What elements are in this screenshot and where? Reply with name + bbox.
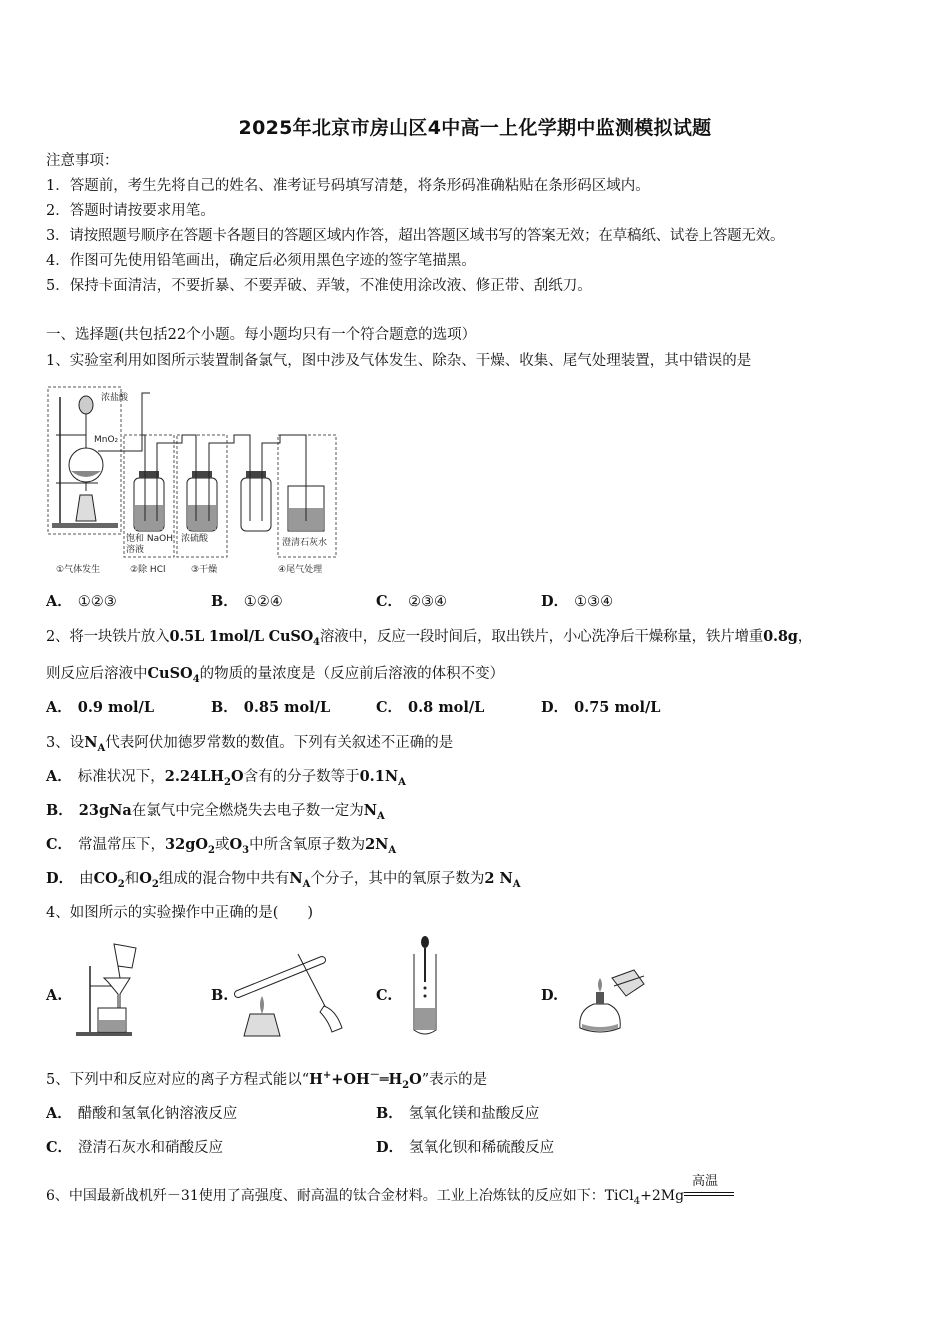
q4-option-c[interactable]: C. — [376, 987, 393, 1004]
q5-option-a[interactable]: A． 醋酸和氢氧化钠溶液反应 — [46, 1105, 238, 1122]
label-conc-h2so4: 浓硫酸 — [181, 534, 209, 544]
caption-remove-hcl: ②除 HCl — [130, 565, 166, 575]
label-limewater: 澄清石灰水 — [282, 538, 328, 548]
label-naoh-solution: 溶液 — [126, 545, 145, 555]
q4-option-d[interactable]: D. — [541, 987, 559, 1004]
notice-heading: 注意事项： — [46, 153, 119, 169]
q4-option-b[interactable]: B. — [211, 987, 229, 1004]
notice-item-1: 1．答题前，考生先将自己的姓名、准考证号码填写清楚，将条形码准确粘贴在条形码区域内。 — [46, 178, 650, 194]
q2-option-b[interactable]: B． 0.85 mol/L — [211, 699, 331, 716]
page-title: 2025年北京市房山区4中高一上化学期中监测模拟试题 — [238, 117, 712, 139]
q1-stem: 1、实验室利用如图所示装置制备氯气，图中涉及气体发生、除杂、干燥、收集、尾气处理装置，其中错误的是 — [46, 353, 752, 369]
q4-stem: 4、如图所示的实验操作中正确的是( ) — [46, 905, 314, 921]
q5-option-b[interactable]: B． 氢氧化镁和盐酸反应 — [376, 1105, 540, 1122]
notice-item-2: 2．答题时请按要求用笔。 — [46, 203, 215, 219]
caption-tail-gas: ④尾气处理 — [278, 565, 323, 575]
notice-item-5: 5．保持卡面清洁，不要折暴、不要弄破、弄皱，不准使用涂改液、修正带、刮纸刀。 — [46, 278, 592, 294]
q3-option-c[interactable]: C． 常温常压下，$32gO_2$或$O_3$中所含氧原子数为$2N_A$ — [46, 836, 397, 856]
q2-option-d[interactable]: D． 0.75 mol/L — [541, 699, 661, 716]
q4-figure-b-heating — [232, 950, 350, 1040]
q2-stem-line1: 2、将一块铁片放入0.5L 1mol/L CuSO$_4$溶液中，反应一段时间后，取出铁片，小心洗净后干燥称量，铁片增重0.8g， — [46, 628, 813, 648]
notice-item-4: 4．作图可先使用铅笔画出，确定后必须用黑色字迹的签字笔描黑。 — [46, 253, 476, 269]
q4-figure-a-filtration — [72, 938, 152, 1038]
q2-stem-line2: 则反应后溶液中CuSO$_4$的物质的量浓度是（反应前后溶液的体积不变） — [46, 665, 505, 685]
q6-condition-arrow — [684, 1174, 734, 1206]
q3-option-a[interactable]: A． 标准状况下，$2.24LH_2O$含有的分子数等于$0.1N_A$ — [46, 768, 406, 788]
caption-drying: ③干燥 — [191, 565, 218, 575]
q6-stem: 6、中国最新战机歼－31使用了高强度、耐高温的钛合金材料。工业上冶炼钛的反应如下：TiCl$_4$+2Mg 高温 — [46, 1186, 734, 1206]
q5-stem: 5、下列中和反应对应的离子方程式能以“$H^++OH^-═H_2O$”表示的是 — [46, 1070, 488, 1091]
q3-stem: 3、设$N_A$代表阿伏加德罗常数的数值。下列有关叙述不正确的是 — [46, 734, 454, 754]
q3-option-d[interactable]: D． 由$CO_2$和$O_2$组成的混合物中共有$N_A$个分子，其中的氧原子数为2 $N_A$ — [46, 870, 521, 890]
q2-option-a[interactable]: A． 0.9 mol/L — [46, 699, 155, 716]
label-mno2: MnO₂ — [94, 435, 119, 445]
q1-option-a[interactable]: A． ①②③ — [46, 593, 117, 610]
caption-gas-generation: ①气体发生 — [56, 565, 101, 575]
label-naoh: 饱和 NaOH — [126, 534, 173, 544]
q3-option-b[interactable]: B． 23gNa在氯气中完全燃烧失去电子数一定为$N_A$ — [46, 802, 385, 822]
q1-apparatus-figure — [46, 383, 346, 581]
q6-condition-label: 高温 — [692, 1174, 719, 1189]
label-conc-hcl: 浓盐酸 — [101, 393, 129, 403]
q4-figure-c-dropper — [408, 936, 442, 1038]
q1-option-d[interactable]: D． ①③④ — [541, 593, 614, 610]
notice-item-3: 3．请按照题号顺序在答题卡各题目的答题区域内作答，超出答题区域书写的答案无效；在草稿纸、试卷上答题无效。 — [46, 228, 785, 244]
section-heading: 一、选择题(共包括22个小题。每小题均只有一个符合题意的选项） — [46, 327, 477, 343]
q5-option-d[interactable]: D． 氢氧化钡和稀硫酸反应 — [376, 1139, 555, 1156]
q4-option-a[interactable]: A. — [46, 987, 63, 1004]
q1-option-b[interactable]: B． ①②④ — [211, 593, 283, 610]
q2-option-c[interactable]: C． 0.8 mol/L — [376, 699, 485, 716]
q1-option-c[interactable]: C． ②③④ — [376, 593, 448, 610]
q5-option-c[interactable]: C． 澄清石灰水和硝酸反应 — [46, 1139, 224, 1156]
q4-figure-d-lamp — [574, 964, 650, 1038]
